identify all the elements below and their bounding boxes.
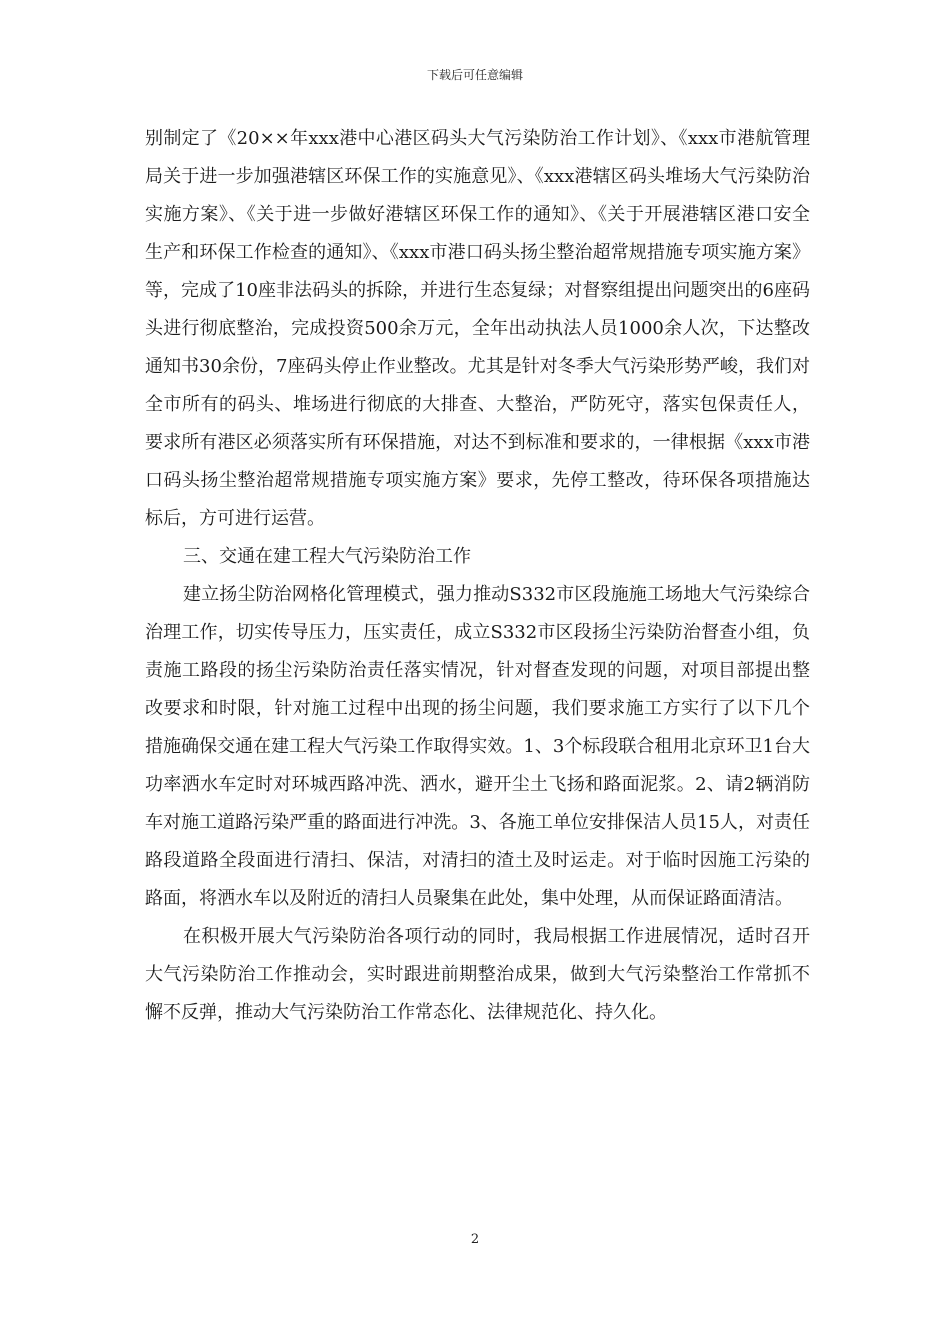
document-body: [145, 120, 810, 1032]
section-heading: 三、交通在建工程大气污染防治工作: [183, 546, 471, 567]
paragraph-summary: 在积极开展大气污染防治各项行动的同时，我局根据工作进展情况，适时召开大气污染防治工作推动会，实时跟进前期整治成果，做到大气污染整治工作常抓不懈不反弹，推动大气污染防治工作常态化、法律规范化、持久化。: [145, 926, 810, 1023]
page-number: 2: [470, 1232, 480, 1247]
paragraph-continuation: 别制定了《20××年xxx港中心港区码头大气污染防治工作计划》、《xxx市港航管理局关于进一步加强港辖区环保工作的实施意见》、《xxx港辖区码头堆场大气污染防治实施方案》、《关于进一步做好港辖区环保工作的通知》、《关于开展港辖区港口安全生产和环保工作检查的通知》、《xxx市港口码头扬尘整治超常规措施专项实施方案》等，完成了10座非法码头的拆除，并进行生态复绿；对督察组提出问题突出的6座码头进行彻底整治，完成投资500余万元，全年出动执法人员1000余人次，下达整改通知书30余份，7座码头停止作业整改。尤其是针对冬季大气污染形势严峻，我们对全市所有的码头、堆场进行彻底的大排查、大整治，严防死守，落实包保责任人，要求所有港区必须落实所有环保措施，对达不到标准和要求的，一律根据《xxx市港口码头扬尘整治超常规措施专项实施方案》要求，先停工整改，待环保各项措施达标后，方可进行运营。: [145, 128, 810, 529]
page-header: 下载后可任意编辑: [426, 68, 523, 82]
paragraph-traffic-construction: 建立扬尘防治网格化管理模式，强力推动S332市区段施施工场地大气污染综合治理工作，切实传导压力，压实责任，成立S332市区段扬尘污染防治督查小组，负责施工路段的扬尘污染防治责任落实情况，针对督查发现的问题，对项目部提出整改要求和时限，针对施工过程中出现的扬尘问题，我们要求施工方实行了以下几个措施确保交通在建工程大气污染工作取得实效。1、3个标段联合租用北京环卫1台大功率洒水车定时对环城西路冲洗、洒水，避开尘土飞扬和路面泥浆。2、请2辆消防车对施工道路污染严重的路面进行冲洗。3、各施工单位安排保洁人员15人，对责任路段道路全段面进行清扫、保洁，对清扫的渣土及时运走。对于临时因施工污染的路面，将洒水车以及附近的清扫人员聚集在此处，集中处理，从而保证路面清洁。: [145, 584, 810, 909]
